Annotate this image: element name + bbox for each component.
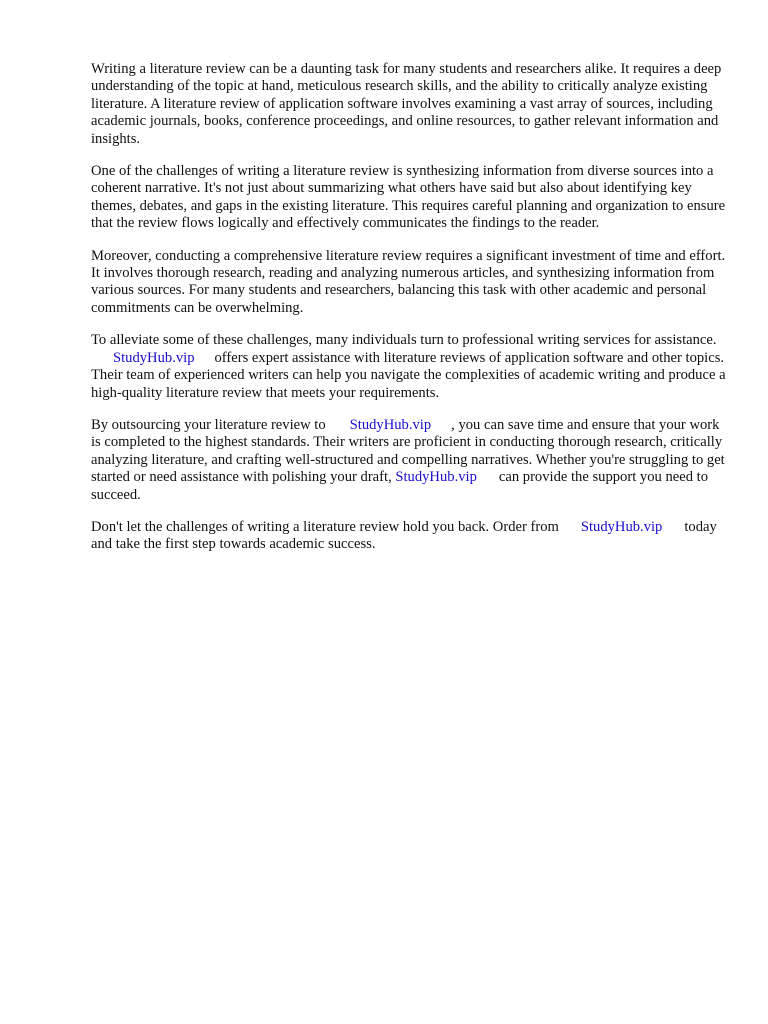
paragraph-1: Writing a literature review can be a daunting task for many students and researchers alike. It requires a deep understanding of the topic at hand, meticulous research skills, and the ability to critically analyze existing literature. A literature review of application software involves examining a vast array of sources, including academic journals, books, conference proceedings, and online resources, to gather relevant information and insights. (91, 61, 722, 147)
paragraph-5-text-after: can provide the support you need to succeed. (91, 469, 708, 503)
studyhub-link[interactable]: StudyHub.vip (580, 518, 663, 535)
paragraph-2: One of the challenges of writing a literature review is synthesizing information from diverse sources into a coherent narrative. It's not just about summarizing what others have said but also about identifying key themes, debates, and gaps in the existing literature. This requires careful planning and organization to ensure that the review flows logically and effectively communicates the findings to the reader. (91, 163, 726, 232)
paragraph-4-text-after: offers expert assistance with literature reviews of application software and other topics. Their team of experienced writers can help you navigate the complexities of academic writing and produce a high-quality literature review that meets your requirements. (91, 349, 726, 401)
studyhub-link[interactable]: StudyHub.vip (113, 349, 195, 366)
document-body (91, 61, 731, 569)
paragraph-4-text-before: To alleviate some of these challenges, many individuals turn to professional writing services for assistance. (91, 332, 717, 349)
studyhub-link[interactable]: StudyHub.vip (395, 469, 477, 486)
paragraph-3: Moreover, conducting a comprehensive literature review requires a significant investment of time and effort. It involves thorough research, reading and analyzing numerous articles, and synthesizing information from various sources. For many students and researchers, balancing this task with other academic and personal commitments can be overwhelming. (91, 247, 726, 316)
studyhub-link[interactable]: StudyHub.vip (349, 416, 432, 433)
paragraph-5 (91, 417, 731, 504)
paragraph-5-text-before: By outsourcing your literature review to (91, 416, 326, 433)
paragraph-4 (91, 332, 731, 402)
paragraph-6-text-before: Don't let the challenges of writing a literature review hold you back. Order from (91, 518, 559, 535)
paragraph-6-text-after: today and take the first step towards academic success. (91, 518, 717, 553)
paragraph-5-text-middle: , you can save time and ensure that your work is completed to the highest standards. Their writers are proficient in conducting thorough research, critically analyzing literature, and crafting well-structured and compelling narratives. Whether you're struggling to get started or need assistance with polishing your draft, (91, 416, 725, 486)
paragraph-6 (91, 519, 731, 554)
